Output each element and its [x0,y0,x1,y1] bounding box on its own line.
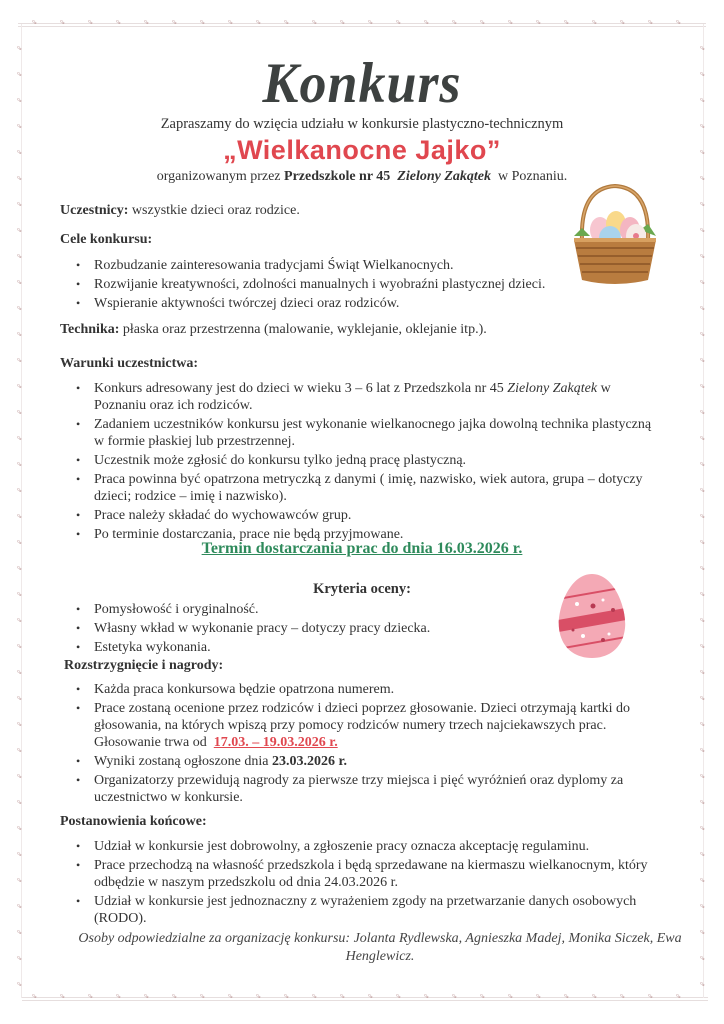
border-ornament-icon: °∘ [17,851,22,859]
border-ornament-icon: °∘ [700,123,705,131]
list-item: • Udział w konkursie jest jednoznaczny z wyrażeniem zgody na przetwarzanie danych osobowych (RODO). [72,893,672,927]
border-ornament-icon: °∘ [508,19,513,27]
border-ornament-icon: °∘ [700,955,705,963]
page-title: Konkurs [262,51,462,115]
list-item [72,700,672,751]
results-heading: Rozstrzygnięcie i nagrody: [64,658,224,673]
border-bottom-line [22,997,708,998]
border-ornament-icon: °∘ [700,721,705,729]
list-item: • Każda praca konkursowa będzie opatrzona numerem. [72,681,672,698]
border-ornament-icon: °∘ [200,19,205,27]
border-top-line [18,23,706,24]
invitation-text: Zapraszamy do wzięcia udziału w konkursie plastyczno-technicznym [160,116,564,132]
border-ornament-icon: °∘ [32,19,37,27]
border-ornament-icon: °∘ [592,993,597,1001]
technique-label: Technika: [60,322,120,337]
border-ornament-icon: °∘ [676,19,681,27]
border-ornament-icon: °∘ [17,877,22,885]
organizer-suffix: w Poznaniu. [498,169,568,184]
border-ornament-icon: °∘ [17,929,22,937]
border-ornament-icon: °∘ [700,695,705,703]
border-ornament-icon: °∘ [700,71,705,79]
border-ornament-icon: °∘ [17,175,22,183]
border-ornament-icon: °∘ [17,617,22,625]
border-ornament-icon: °∘ [17,45,22,53]
border-ornament-icon: °∘ [452,993,457,1001]
border-ornament-icon: °∘ [228,19,233,27]
border-ornament-icon: °∘ [256,19,261,27]
border-ornament-icon: °∘ [116,19,121,27]
border-ornament-icon: °∘ [700,175,705,183]
border-ornament-icon: °∘ [17,97,22,105]
organizer-name: Zielony Zakątek [397,169,491,184]
border-ornament-icon: °∘ [700,97,705,105]
participants-value: wszystkie dzieci oraz rodzice. [131,203,300,218]
organizer-school: Przedszkole nr 45 [284,169,391,184]
border-ornament-icon: °∘ [228,993,233,1001]
border-ornament-icon: °∘ [700,903,705,911]
organizers-note: Osoby odpowiedzialne za organizację konkursu: Jolanta Rydlewska, Agnieszka Madej, Monika Siczek, Ewa Henglewicz. [78,931,682,964]
list-item: • Prace przechodzą na własność przedszkola i będą sprzedawane na kiermaszu wielkanocnym, który odbędzie w naszym przedszkolu od dnia 24.03.2026 r. [72,857,672,891]
voting-text: Prace zostaną ocenione przez rodziców i dzieci poprzez głosowanie. Dzieci otrzymają kartki do głosowania, na których wpiszą przy pomocy rodziców numery trzech najciekawszych prac. Głosowanie trwa od [94,701,631,750]
border-ornament-icon: °∘ [88,993,93,1001]
list-item: • Zadaniem uczestników konkursu jest wykonanie wielkanocnego jajka dowolną technika plastyczną w formie płaskiej lub przestrzennej. [72,416,662,450]
border-ornament-icon: °∘ [17,513,22,521]
contest-name: „Wielkanocne Jajko” [223,135,501,165]
border-ornament-icon: °∘ [60,19,65,27]
border-ornament-icon: °∘ [700,201,705,209]
border-ornament-icon: °∘ [536,19,541,27]
border-ornament-icon: °∘ [17,799,22,807]
condition-text: w Poznaniu oraz ich rodziców. [94,381,611,413]
border-ornament-icon: °∘ [32,993,37,1001]
border-ornament-icon: °∘ [17,487,22,495]
border-ornament-icon: °∘ [60,993,65,1001]
conditions-list [72,380,662,545]
border-ornament-icon: °∘ [700,279,705,287]
border-ornament-icon: °∘ [700,253,705,261]
border-ornament-icon: °∘ [340,19,345,27]
border-ornament-icon: °∘ [17,71,22,79]
border-ornament-icon: °∘ [700,461,705,469]
border-ornament-icon: °∘ [480,993,485,1001]
border-ornament-icon: °∘ [88,19,93,27]
border-ornament-icon: °∘ [368,993,373,1001]
list-item: • Uczestnik może zgłosić do konkursu tylko jedną pracę plastyczną. [72,452,662,469]
border-ornament-icon: °∘ [700,851,705,859]
border-ornament-icon: °∘ [17,695,22,703]
border-ornament-icon: °∘ [284,19,289,27]
border-ornament-icon: °∘ [452,19,457,27]
border-ornament-icon: °∘ [508,993,513,1001]
list-item: • Udział w konkursie jest dobrowolny, a zgłoszenie pracy oznacza akceptację regulaminu. [72,838,672,855]
border-ornament-icon: °∘ [424,19,429,27]
border-ornament-icon: °∘ [17,461,22,469]
results-announce-text: Wyniki zostaną ogłoszone dnia [94,754,269,769]
border-ornament-icon: °∘ [700,227,705,235]
border-ornament-icon: °∘ [700,149,705,157]
criteria-heading: Kryteria oceny: [313,581,411,597]
border-ornament-icon: °∘ [700,435,705,443]
border-ornament-icon: °∘ [700,513,705,521]
technique-line [60,321,487,338]
border-ornament-icon: °∘ [17,591,22,599]
border-ornament-icon: °∘ [700,981,705,989]
border-ornament-icon: °∘ [700,617,705,625]
list-item: • Estetyka wykonania. [72,639,532,656]
border-ornament-icon: °∘ [700,331,705,339]
list-item: • Organizatorzy przewidują nagrody za pierwsze trzy miejsca i pięć wyróżnień oraz dyplomy za uczestnictwo w konkursie. [72,772,672,806]
border-ornament-icon: °∘ [368,19,373,27]
goals-heading: Cele konkursu: [60,232,153,247]
border-ornament-icon: °∘ [700,825,705,833]
list-item: • Prace należy składać do wychowawców grup. [72,507,662,524]
border-ornament-icon: °∘ [17,747,22,755]
border-ornament-icon: °∘ [17,331,22,339]
technique-value: płaska oraz przestrzenna (malowanie, wyklejanie, oklejanie itp.). [122,322,487,337]
border-ornament-icon: °∘ [700,357,705,365]
border-ornament-icon: °∘ [17,149,22,157]
border-ornament-icon: °∘ [17,825,22,833]
criteria-list [72,601,532,658]
border-ornament-icon: °∘ [17,643,22,651]
deadline-notice: Termin dostarczania prac do dnia 16.03.2026 r. [201,540,523,557]
list-item: • Rozwijanie kreatywności, zdolności manualnych i wyobraźni plastycznej dzieci. [72,276,592,293]
border-ornament-icon: °∘ [17,383,22,391]
border-ornament-icon: °∘ [340,993,345,1001]
border-ornament-icon: °∘ [700,409,705,417]
border-ornament-icon: °∘ [17,669,22,677]
list-item: • Po terminie dostarczania, prace nie będą przyjmowane. [72,526,662,543]
final-heading: Postanowienia końcowe: [60,814,207,829]
border-ornament-icon: °∘ [620,19,625,27]
border-ornament-icon: °∘ [284,993,289,1001]
list-item [72,380,662,414]
border-ornament-icon: °∘ [312,993,317,1001]
list-item: • Pomysłowość i oryginalność. [72,601,532,618]
border-ornament-icon: °∘ [396,993,401,1001]
voting-dates: 17.03. – 19.03.2026 r. [213,735,338,750]
border-ornament-icon: °∘ [17,903,22,911]
school-name-italic: Zielony Zakątek [507,381,598,396]
list-item: • Własny wkład w wykonanie pracy – dotyczy pracy dziecka. [72,620,532,637]
border-ornament-icon: °∘ [116,993,121,1001]
border-ornament-icon: °∘ [592,19,597,27]
border-ornament-icon: °∘ [17,409,22,417]
border-ornament-icon: °∘ [700,539,705,547]
border-ornament-icon: °∘ [17,539,22,547]
border-ornament-icon: °∘ [424,993,429,1001]
border-ornament-icon: °∘ [700,669,705,677]
border-ornament-icon: °∘ [700,305,705,313]
border-ornament-icon: °∘ [17,253,22,261]
border-ornament-icon: °∘ [700,929,705,937]
border-ornament-icon: °∘ [700,383,705,391]
border-ornament-icon: °∘ [17,279,22,287]
border-ornament-icon: °∘ [17,305,22,313]
final-list [72,838,672,929]
organizer-prefix: organizowanym przez [156,169,281,184]
conditions-heading: Warunki uczestnictwa: [60,356,199,371]
results-list [72,681,672,808]
border-ornament-icon: °∘ [172,19,177,27]
list-item [72,753,672,770]
border-ornament-icon: °∘ [172,993,177,1001]
goals-list [72,257,592,314]
border-ornament-icon: °∘ [312,19,317,27]
border-ornament-icon: °∘ [700,591,705,599]
border-ornament-icon: °∘ [17,201,22,209]
border-ornament-icon: °∘ [700,799,705,807]
border-ornament-icon: °∘ [564,19,569,27]
border-ornament-icon: °∘ [256,993,261,1001]
border-ornament-icon: °∘ [17,773,22,781]
border-ornament-icon: °∘ [17,227,22,235]
list-item: • Wspieranie aktywności twórczej dzieci oraz rodziców. [72,295,592,312]
border-ornament-icon: °∘ [17,981,22,989]
border-ornament-icon: °∘ [17,955,22,963]
border-ornament-icon: °∘ [700,643,705,651]
border-ornament-icon: °∘ [564,993,569,1001]
participants-label: Uczestnicy: [60,203,129,218]
list-item: • Rozbudzanie zainteresowania tradycjami Świąt Wielkanocnych. [72,257,592,274]
list-item: • Praca powinna być opatrzona metryczką z danymi ( imię, nazwisko, wiek autora, grupa – dotyczy dzieci; rodzice – imię i nazwisko). [72,471,662,505]
condition-text: Konkurs adresowany jest do dzieci w wieku 3 – 6 lat z Przedszkola nr 45 [94,381,504,396]
easter-egg-icon [553,570,631,660]
results-date: 23.03.2026 r. [272,754,347,769]
border-ornament-icon: °∘ [536,993,541,1001]
border-ornament-icon: °∘ [144,19,149,27]
border-ornament-icon: °∘ [700,487,705,495]
border-ornament-icon: °∘ [700,747,705,755]
border-ornament-icon: °∘ [17,721,22,729]
border-ornament-icon: °∘ [17,565,22,573]
border-ornament-icon: °∘ [620,993,625,1001]
border-ornament-icon: °∘ [396,19,401,27]
border-ornament-icon: °∘ [700,877,705,885]
border-ornament-icon: °∘ [17,123,22,131]
border-ornament-icon: °∘ [480,19,485,27]
border-ornament-icon: °∘ [144,993,149,1001]
border-top-line-2 [18,26,706,27]
border-ornament-icon: °∘ [200,993,205,1001]
border-ornament-icon: °∘ [648,993,653,1001]
border-ornament-icon: °∘ [17,435,22,443]
border-ornament-icon: °∘ [676,993,681,1001]
border-ornament-icon: °∘ [700,773,705,781]
participants-line [60,202,300,219]
border-ornament-icon: °∘ [17,357,22,365]
border-bottom-line-2 [22,1000,708,1001]
border-ornament-icon: °∘ [700,565,705,573]
border-ornament-icon: °∘ [648,19,653,27]
border-ornament-icon: °∘ [700,45,705,53]
